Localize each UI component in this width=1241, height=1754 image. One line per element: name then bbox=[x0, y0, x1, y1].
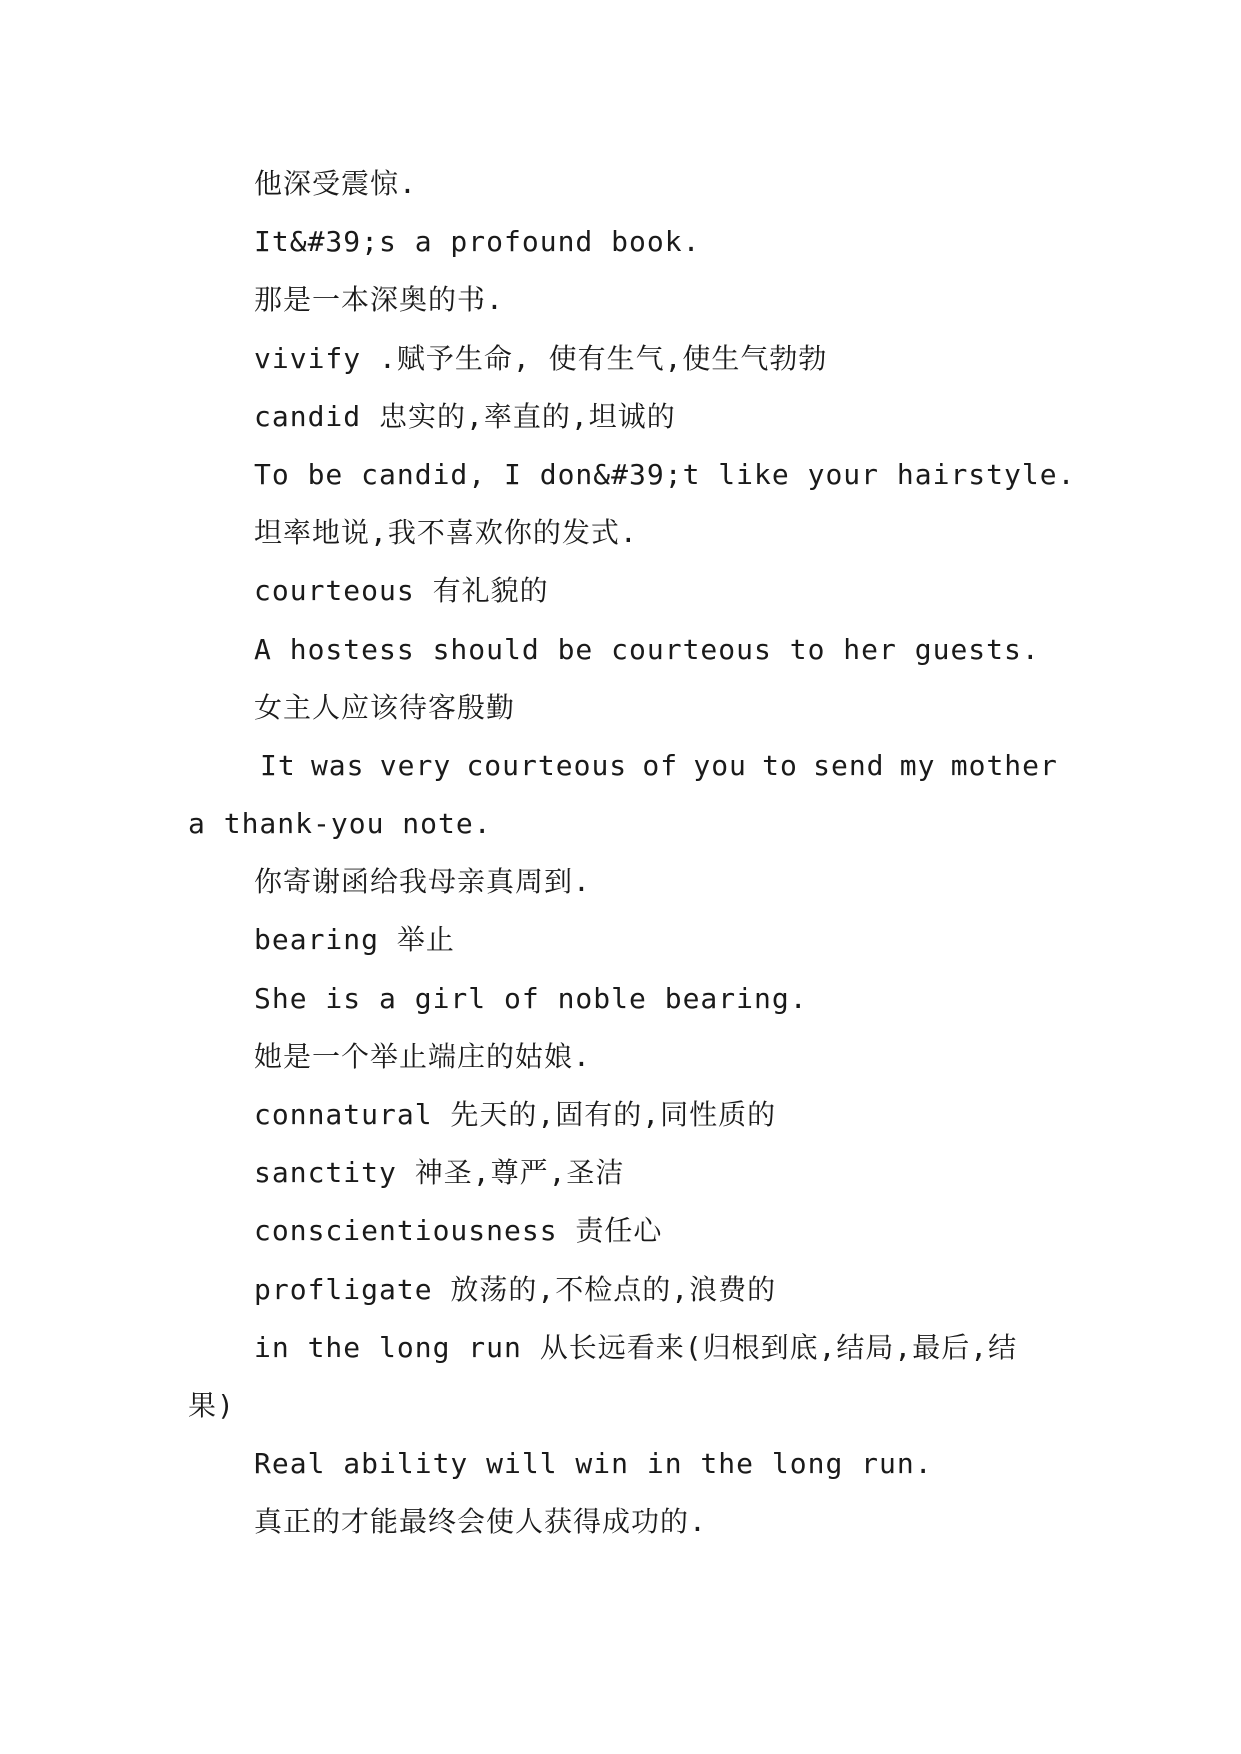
text-line: connatural 先天的,固有的,同性质的 bbox=[254, 1098, 777, 1131]
text-line: 你寄谢函给我母亲真周到. bbox=[254, 865, 591, 899]
word: to bbox=[762, 748, 798, 782]
text-line: candid 忠实的,率直的,坦诚的 bbox=[254, 399, 676, 433]
text-line: She is a girl of noble bearing. bbox=[254, 981, 808, 1015]
word: courteous bbox=[466, 748, 628, 782]
text-line: 真正的才能最终会使人获得成功的. bbox=[254, 1505, 707, 1539]
word: was bbox=[310, 748, 365, 782]
text-line: 那是一本深奥的书. bbox=[254, 283, 504, 317]
text-line: To be candid, I don&#39;t like your hairstyle. bbox=[254, 457, 1076, 491]
text-line: profligate 放荡的,不检点的,浪费的 bbox=[254, 1272, 777, 1306]
text-line: conscientiousness 责任心 bbox=[254, 1214, 663, 1248]
text-line: 他深受震惊. bbox=[254, 167, 417, 200]
text-line: sanctity 神圣,尊严,圣洁 bbox=[254, 1156, 625, 1190]
text-line: vivify .赋予生命, 使有生气,使生气勃勃 bbox=[254, 341, 828, 375]
word: It bbox=[260, 748, 296, 782]
text-line: A hostess should be courteous to her guests. bbox=[254, 632, 1040, 666]
word: mother bbox=[950, 748, 1058, 782]
word: send bbox=[813, 748, 885, 782]
word: very bbox=[379, 748, 452, 782]
word: you bbox=[693, 748, 747, 782]
text-line: 坦率地说,我不喜欢你的发式. bbox=[254, 516, 638, 550]
text-line-continuation: a thank-you note. bbox=[188, 807, 492, 841]
text-line: in the long run 从长远看来(归根到底,结局,最后,结 bbox=[254, 1330, 1018, 1364]
text-line: courteous 有礼貌的 bbox=[254, 574, 549, 608]
text-line: 她是一个举止端庄的姑娘. bbox=[254, 1039, 591, 1073]
text-line-continuation: 果) bbox=[188, 1388, 235, 1422]
text-line: Real ability will win in the long run. bbox=[254, 1447, 933, 1481]
text-line: 女主人应该待客殷勤 bbox=[254, 690, 516, 724]
text-line: bearing 举止 bbox=[254, 923, 455, 957]
word: my bbox=[899, 748, 936, 782]
text-line: It&#39;s a profound book. bbox=[254, 225, 701, 259]
document-body bbox=[188, 155, 1076, 1552]
justified-text-line bbox=[188, 737, 1058, 795]
word: of bbox=[642, 748, 679, 782]
